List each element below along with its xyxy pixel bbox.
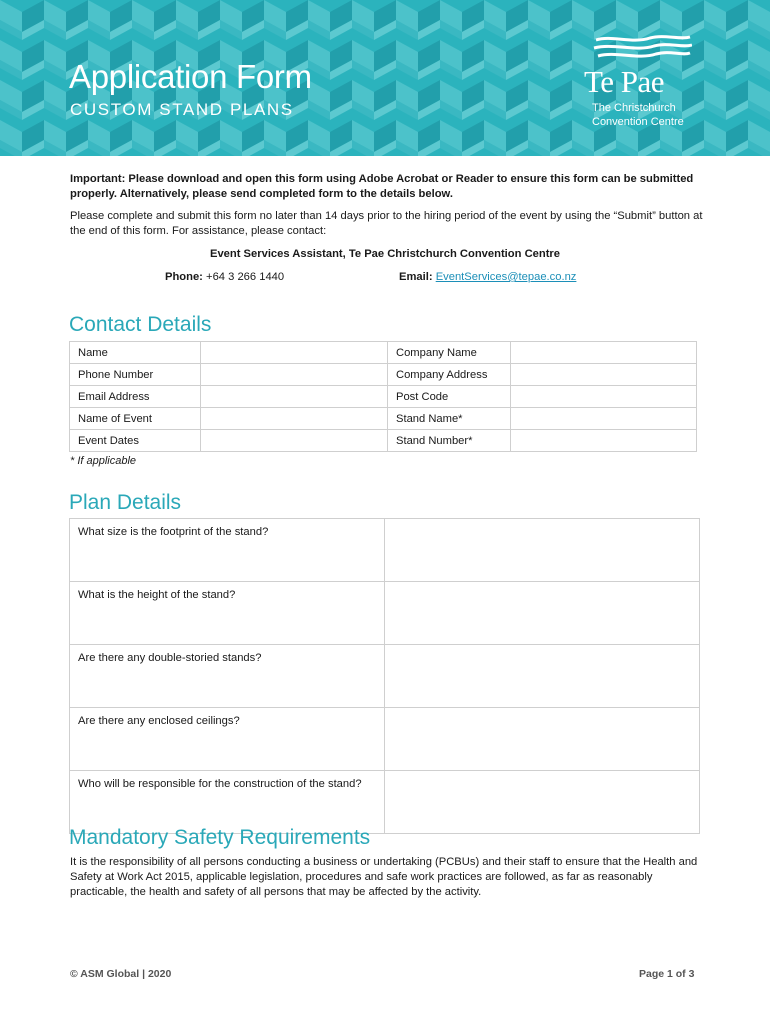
table-row <box>70 342 697 364</box>
table-row <box>70 430 697 452</box>
table-row <box>70 386 697 408</box>
instructions-text: Please complete and submit this form no later than 14 days prior to the hiring period of the event by using the “Submit” button at the end of this form. For assistance, please contact: <box>70 210 703 237</box>
table-row <box>70 708 700 771</box>
question-label: Are there any double-storied stands? <box>70 645 385 708</box>
safety-heading: Mandatory Safety Requirements <box>69 826 371 849</box>
logo-subtitle-line1: The Christchurch <box>592 102 676 114</box>
logo-name: Te Pae <box>584 64 665 99</box>
phone-label: Phone: <box>165 271 203 283</box>
enclosed-ceilings-answer-field[interactable] <box>385 708 700 771</box>
field-label: Stand Number* <box>388 430 511 452</box>
table-row <box>70 364 697 386</box>
stand-number-field[interactable] <box>511 430 697 452</box>
contact-details-table <box>69 341 697 452</box>
field-label: Post Code <box>388 386 511 408</box>
email-line <box>399 271 576 283</box>
te-pae-logo <box>584 34 704 134</box>
plan-details-heading: Plan Details <box>69 491 182 514</box>
copyright: © ASM Global | 2020 <box>70 968 172 980</box>
field-label: Event Dates <box>70 430 201 452</box>
question-label: Are there any enclosed ceilings? <box>70 708 385 771</box>
height-answer-field[interactable] <box>385 582 700 645</box>
phone-number-field[interactable] <box>201 364 388 386</box>
plan-details-table <box>69 518 700 834</box>
field-label: Company Address <box>388 364 511 386</box>
header-banner <box>0 0 770 156</box>
table-row <box>70 408 697 430</box>
page-subtitle: CUSTOM STAND PLANS <box>70 100 294 119</box>
logo-subtitle-line2: Convention Centre <box>592 116 684 128</box>
question-label: Who will be responsible for the construction of the stand? <box>70 771 385 834</box>
question-label: What size is the footprint of the stand? <box>70 519 385 582</box>
field-label: Name <box>70 342 201 364</box>
stand-name-field[interactable] <box>511 408 697 430</box>
field-label: Phone Number <box>70 364 201 386</box>
important-note: Important: Please download and open this form using Adobe Acrobat or Reader to ensure this form can be submitted properly. Alternatively, please send completed form to the details below. <box>70 173 694 200</box>
table-row <box>70 582 700 645</box>
double-storied-answer-field[interactable] <box>385 645 700 708</box>
field-label: Company Name <box>388 342 511 364</box>
company-address-field[interactable] <box>511 364 697 386</box>
wave-logo-icon <box>592 34 692 64</box>
field-label: Email Address <box>70 386 201 408</box>
page-number: Page 1 of 3 <box>639 968 695 980</box>
phone-value: +64 3 266 1440 <box>206 271 285 283</box>
contact-person: Event Services Assistant, Te Pae Christchurch Convention Centre <box>209 248 561 260</box>
company-name-field[interactable] <box>511 342 697 364</box>
field-label: Name of Event <box>70 408 201 430</box>
question-label: What is the height of the stand? <box>70 582 385 645</box>
email-link[interactable]: EventServices@tepae.co.nz <box>435 271 577 283</box>
email-label: Email: <box>399 271 433 283</box>
page-title: Application Form <box>69 58 312 95</box>
phone-line <box>165 271 284 283</box>
event-dates-field[interactable] <box>201 430 388 452</box>
if-applicable-note: * If applicable <box>70 455 137 467</box>
email-address-field[interactable] <box>201 386 388 408</box>
table-row <box>70 519 700 582</box>
footprint-answer-field[interactable] <box>385 519 700 582</box>
name-field[interactable] <box>201 342 388 364</box>
event-name-field[interactable] <box>201 408 388 430</box>
safety-text: It is the responsibility of all persons conducting a business or undertaking (PCBUs) and their staff to ensure that the Health and Safety at Work Act 2015, applicable legislation, procedures and safe work practices are followed, as far as reasonably practicable, the health and safety of all persons that may be affected by the activity. <box>70 856 698 898</box>
contact-details-heading: Contact Details <box>69 313 212 336</box>
table-row <box>70 771 700 834</box>
field-label: Stand Name* <box>388 408 511 430</box>
table-row <box>70 645 700 708</box>
post-code-field[interactable] <box>511 386 697 408</box>
construction-responsible-answer-field[interactable] <box>385 771 700 834</box>
